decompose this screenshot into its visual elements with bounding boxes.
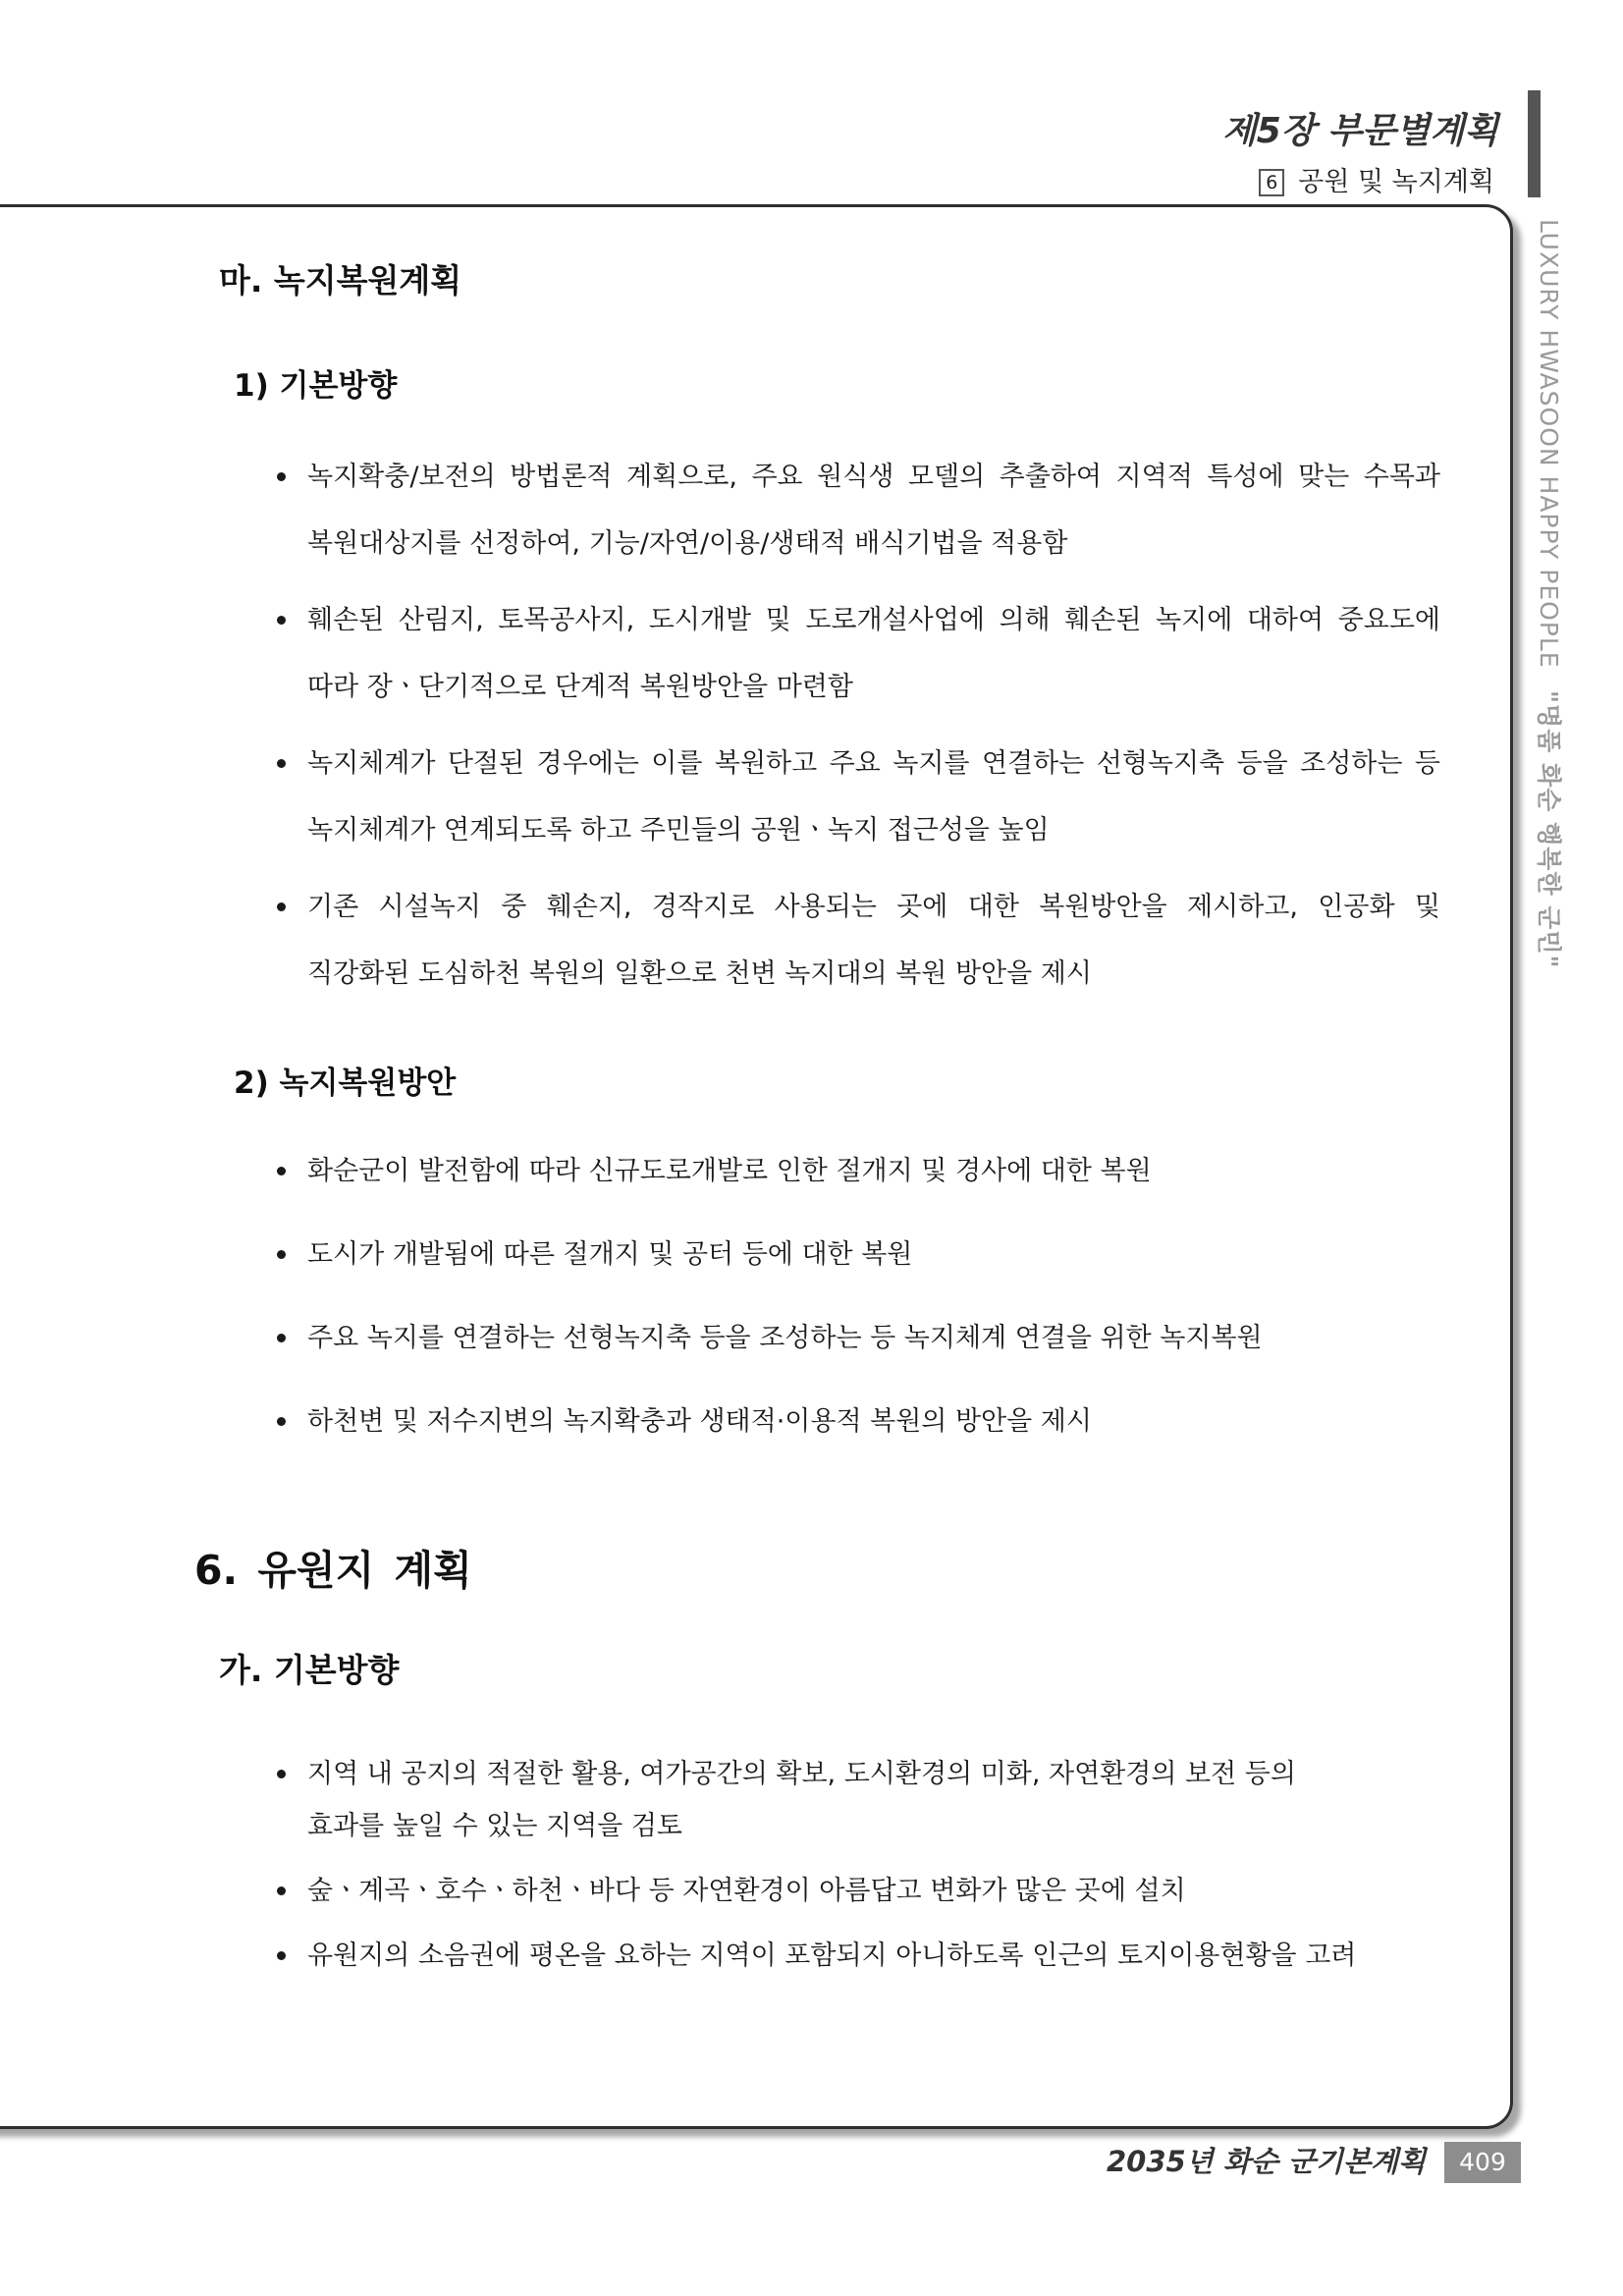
bullet-line: 기존 시설녹지 중 훼손지, 경작지로 사용되는 곳에 대한 복원방안을 제시하고, 인공화 및	[307, 892, 1440, 922]
bullet-line: 지역 내 공지의 적절한 활용, 여가공간의 확보, 도시환경의 미화, 자연환경의 보전 등의	[307, 1759, 1296, 1789]
restoration-plan-list	[275, 1138, 1440, 1455]
list-item	[275, 1305, 1440, 1372]
bullet-line: 직강화된 도심하천 복원의 일환으로 천변 녹지대의 복원 방안을 제시	[307, 958, 1092, 989]
bullet-line: 숲ㆍ계곡ㆍ호수ㆍ하천ㆍ바다 등 자연환경이 아름답고 변화가 많은 곳에 설치	[307, 1876, 1186, 1906]
bullet-icon	[277, 1770, 286, 1778]
list-item	[275, 1748, 1440, 1852]
bullet-line: 효과를 높일 수 있는 지역을 검토	[307, 1811, 682, 1841]
list-item	[275, 874, 1440, 1008]
section-number-badge: 6	[1259, 169, 1284, 196]
bullet-icon	[277, 1250, 286, 1259]
bullet-icon	[277, 472, 286, 481]
list-item	[275, 1389, 1440, 1455]
bullet-icon	[277, 759, 286, 768]
bullet-line: 녹지체계가 연계되도록 하고 주민들의 공원ㆍ녹지 접근성을 높임	[307, 815, 1050, 846]
bullet-line: 녹지체계가 단절된 경우에는 이를 복원하고 주요 녹지를 연결하는 선형녹지축 등을 조성하는 등	[307, 748, 1440, 779]
bullet-line: 도시가 개발됨에 따른 절개지 및 공터 등에 대한 복원	[307, 1239, 913, 1270]
resort-plan-heading: 가. 기본방향	[219, 1651, 400, 1689]
section-title: 공원 및 녹지계획	[1298, 167, 1494, 197]
bullet-icon	[277, 902, 286, 911]
bullet-line: 하천변 및 저수지변의 녹지확충과 생태적·이용적 복원의 방안을 제시	[307, 1406, 1092, 1437]
bullet-icon	[277, 1334, 286, 1342]
bullet-line: 복원대상지를 선정하여, 기능/자연/이용/생태적 배식기법을 적용함	[307, 528, 1068, 559]
section-header	[1259, 166, 1494, 199]
bullet-icon	[277, 1167, 286, 1175]
bullet-line: 녹지확충/보전의 방법론적 계획으로, 주요 원식생 모델의 추출하여 지역적 특성에 맞는 수목과	[307, 462, 1440, 492]
bullet-icon	[277, 1951, 286, 1960]
list-item	[275, 1930, 1440, 1982]
basic-direction-list	[275, 444, 1440, 1008]
list-item	[275, 1222, 1440, 1288]
subsection-heading: 마. 녹지복원계획	[219, 261, 462, 300]
side-banner	[1533, 219, 1568, 968]
bullet-line: 유원지의 소음권에 평온을 요하는 지역이 포함되지 아니하도록 인근의 토지이용현황을 고려	[307, 1941, 1357, 1971]
list-item	[275, 1865, 1440, 1917]
bullet-line: 따라 장ㆍ단기적으로 단계적 복원방안을 마련함	[307, 672, 853, 702]
bullet-line: 화순군이 발전함에 따라 신규도로개발로 인한 절개지 및 경사에 대한 복원	[307, 1156, 1152, 1186]
chapter-title: 제5장 부문별계획	[1221, 111, 1498, 151]
section-heading: 6. 유원지 계획	[194, 1547, 472, 1594]
page-number: 409	[1444, 2142, 1521, 2183]
basic-direction-heading: 1) 기본방향	[234, 368, 398, 404]
bullet-line: 주요 녹지를 연결하는 선형녹지축 등을 조성하는 등 녹지체계 연결을 위한 녹지복원	[307, 1323, 1263, 1353]
bullet-icon	[277, 1886, 286, 1895]
side-banner-korean: "명품 화순 행복한 군민"	[1535, 689, 1563, 969]
footer-title: 2035년 화순 군기본계획	[1106, 2145, 1426, 2178]
list-item	[275, 444, 1440, 577]
bullet-icon	[277, 1417, 286, 1426]
list-item	[275, 587, 1440, 721]
header-accent-bar	[1528, 90, 1541, 197]
bullet-icon	[277, 616, 286, 625]
restoration-plan-heading: 2) 녹지복원방안	[234, 1066, 457, 1101]
side-banner-english: LUXURY HWASOON HAPPY PEOPLE	[1535, 219, 1563, 669]
resort-plan-list	[275, 1748, 1440, 1982]
bullet-line: 훼손된 산림지, 토목공사지, 도시개발 및 도로개설사업에 의해 훼손된 녹지에 대하여 중요도에	[307, 605, 1440, 635]
list-item	[275, 1138, 1440, 1205]
list-item	[275, 731, 1440, 864]
